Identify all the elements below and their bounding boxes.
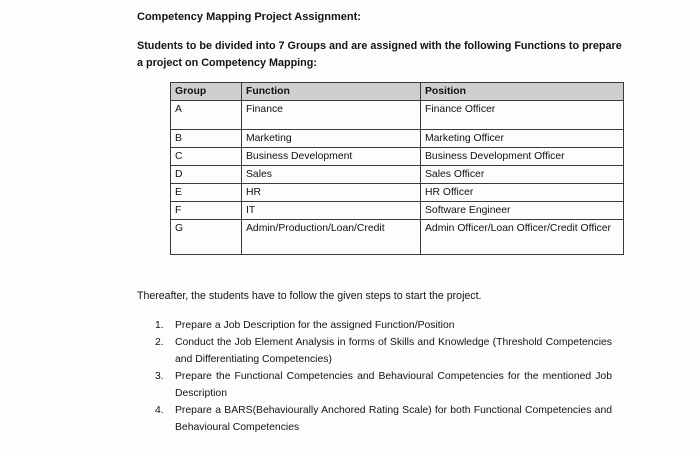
cell-function: HR (242, 184, 421, 202)
cell-function: Admin/Production/Loan/Credit (242, 220, 421, 255)
header-group: Group (171, 83, 242, 101)
table-row (171, 202, 624, 220)
step-number: 3. (155, 371, 164, 382)
list-item (137, 317, 612, 334)
cell-group: G (171, 220, 242, 255)
cell-position: Software Engineer (421, 202, 624, 220)
table-row (171, 184, 624, 202)
cell-position: Business Development Officer (421, 148, 624, 166)
cell-group: C (171, 148, 242, 166)
table-header-row (171, 83, 624, 101)
step-text: Prepare the Functional Competencies and Behavioural Competencies for the mentioned Job Description (175, 371, 612, 399)
cell-group: F (171, 202, 242, 220)
step-text: Conduct the Job Element Analysis in forms of Skills and Knowledge (Threshold Competencies and Differentiating Competencies) (175, 337, 612, 365)
list-item (137, 368, 612, 402)
cell-position: Finance Officer (421, 101, 624, 130)
list-item (137, 402, 612, 436)
cell-position: Admin Officer/Loan Officer/Credit Officer (421, 220, 624, 255)
header-function: Function (242, 83, 421, 101)
step-number: 4. (155, 405, 164, 416)
cell-group: E (171, 184, 242, 202)
steps-intro-text: Thereafter, the students have to follow the given steps to start the project. (137, 290, 482, 302)
step-text: Prepare a BARS(Behaviourally Anchored Rating Scale) for both Functional Competencies and Behavioural Competencies (175, 405, 612, 433)
cell-group: B (171, 130, 242, 148)
cell-group: A (171, 101, 242, 130)
cell-function: Business Development (242, 148, 421, 166)
cell-position: Sales Officer (421, 166, 624, 184)
step-text: Prepare a Job Description for the assigned Function/Position (175, 320, 455, 331)
step-number: 2. (155, 337, 164, 348)
cell-position: HR Officer (421, 184, 624, 202)
table-row (171, 220, 624, 255)
cell-function: IT (242, 202, 421, 220)
header-position: Position (421, 83, 624, 101)
group-assignment-table (170, 82, 624, 255)
cell-position: Marketing Officer (421, 130, 624, 148)
cell-function: Marketing (242, 130, 421, 148)
document-heading: Competency Mapping Project Assignment: (137, 11, 361, 23)
cell-function: Sales (242, 166, 421, 184)
table-row (171, 166, 624, 184)
intro-paragraph: Students to be divided into 7 Groups and are assigned with the following Functions to prepare a project on Competency Mapping: (137, 40, 622, 69)
table-row (171, 148, 624, 166)
cell-group: D (171, 166, 242, 184)
table-row (171, 101, 624, 130)
step-number: 1. (155, 320, 164, 331)
steps-list (137, 317, 612, 436)
list-item (137, 334, 612, 368)
table-row (171, 130, 624, 148)
cell-function: Finance (242, 101, 421, 130)
